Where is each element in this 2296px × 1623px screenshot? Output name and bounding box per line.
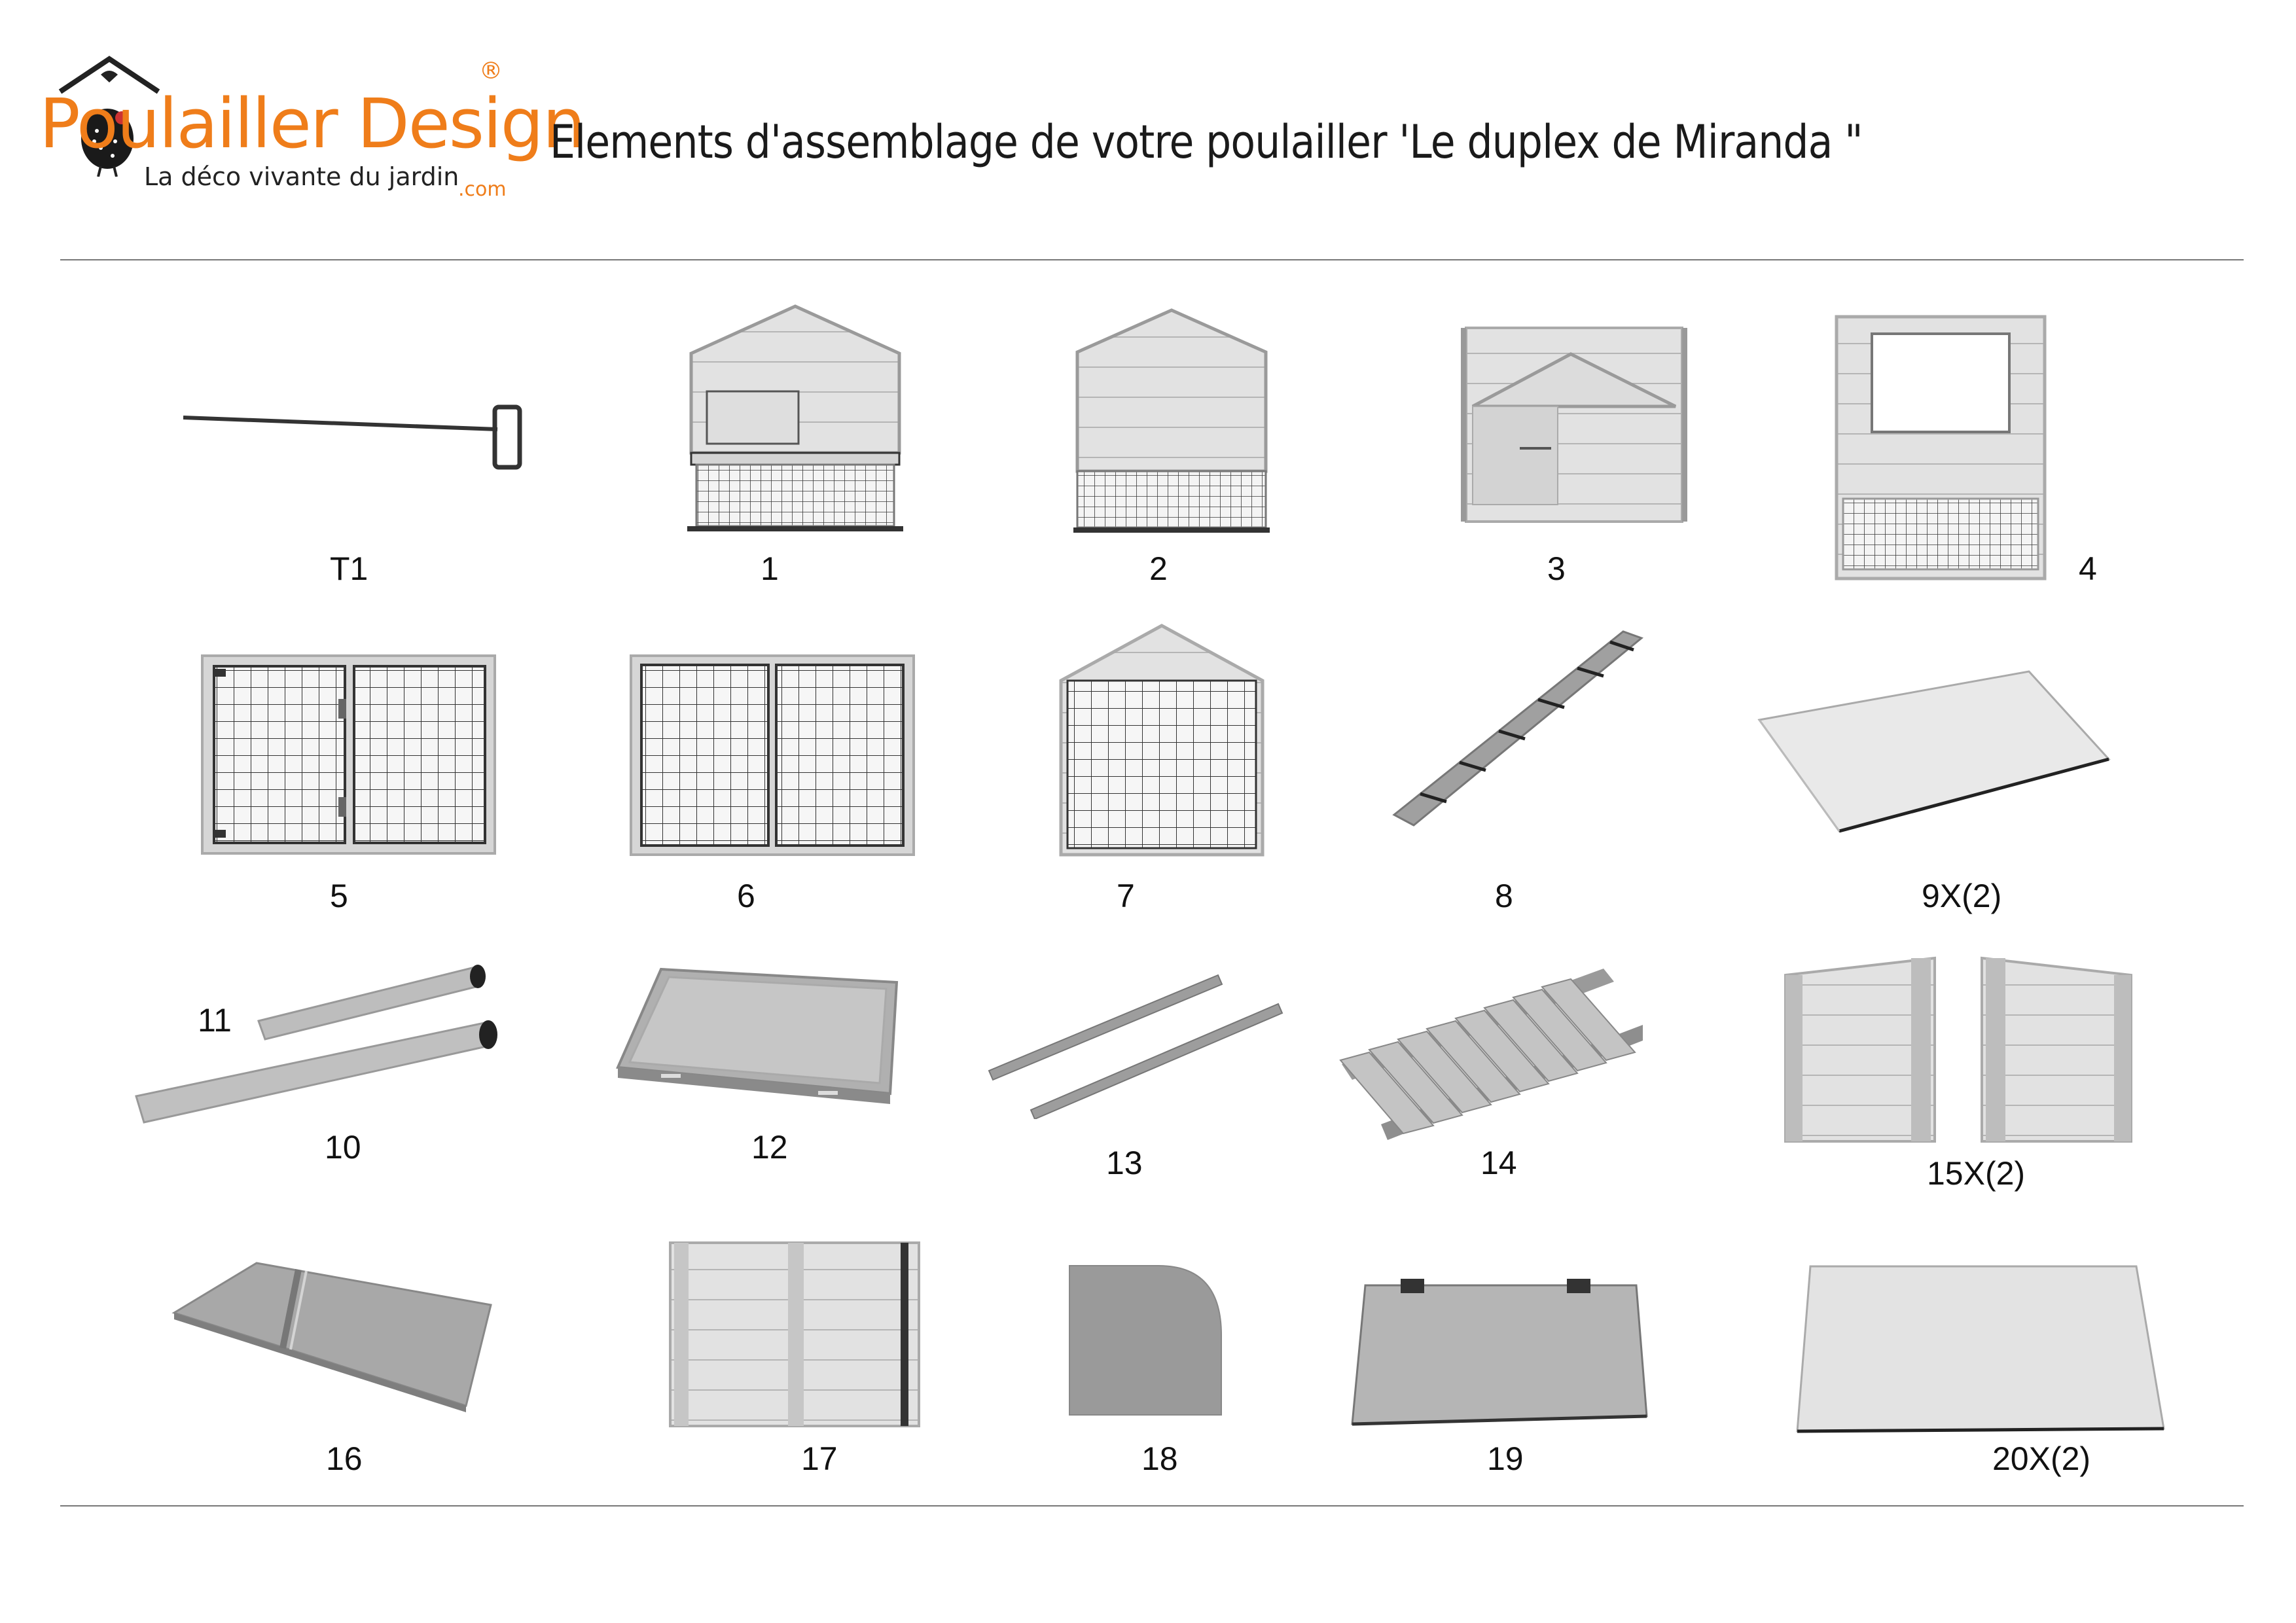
- brand-logo: [39, 52, 584, 203]
- part-label-5: 5: [330, 878, 348, 914]
- part-8-ramp: [1388, 625, 1649, 834]
- registered-mark: ®: [479, 58, 503, 84]
- part-label-t1: T1: [330, 550, 368, 587]
- part-label-3: 3: [1547, 550, 1566, 587]
- part-5-mesh-door-panel: [200, 653, 497, 856]
- part-1-front-panel: [687, 302, 903, 535]
- part-18-corner-board: [1067, 1263, 1224, 1420]
- part-4-window-panel: [1833, 314, 2049, 582]
- brand-name: Poulailler Design: [39, 84, 584, 164]
- part-10-long-rail: [131, 1018, 511, 1135]
- part-label-9: 9X(2): [1922, 878, 2002, 914]
- part-16-floor-board: [168, 1257, 495, 1414]
- footer-divider: [60, 1505, 2244, 1507]
- part-19-hinged-lid: [1348, 1276, 1656, 1433]
- part-label-10: 10: [325, 1129, 361, 1166]
- part-label-4: 4: [2079, 550, 2097, 587]
- part-label-11: 11: [198, 1002, 232, 1039]
- part-6-mesh-panel: [628, 653, 916, 857]
- part-9-roof-sheet: [1754, 668, 2121, 838]
- part-label-16: 16: [326, 1440, 363, 1477]
- part-label-7: 7: [1117, 878, 1135, 914]
- part-3-side-door-panel: [1460, 324, 1689, 527]
- part-label-20: 20X(2): [1992, 1440, 2091, 1477]
- part-label-14: 14: [1480, 1145, 1517, 1181]
- part-12-tray: [615, 965, 903, 1116]
- part-13-bars: [985, 969, 1286, 1119]
- part-17-door-panel: [668, 1240, 923, 1430]
- part-label-18: 18: [1141, 1440, 1178, 1477]
- page-title: Elements d'assemblage de votre poulailler 'Le duplex de Miranda ": [550, 115, 1863, 169]
- header-divider: [60, 259, 2244, 260]
- part-label-8: 8: [1495, 878, 1513, 914]
- part-label-17: 17: [801, 1440, 838, 1477]
- brand-tagline: La déco vivante du jardin: [144, 162, 459, 191]
- part-t1-rod: [183, 399, 537, 478]
- part-7-mesh-gable-panel: [1057, 623, 1266, 859]
- part-2-back-panel: [1073, 308, 1270, 537]
- part-label-1: 1: [761, 550, 779, 587]
- part-15-gable-walls: [1780, 955, 2134, 1145]
- part-14-floor-slats: [1335, 962, 1649, 1152]
- part-label-2: 2: [1149, 550, 1168, 587]
- part-label-6: 6: [737, 878, 755, 914]
- part-label-19: 19: [1487, 1440, 1524, 1477]
- part-label-15: 15X(2): [1927, 1155, 2026, 1192]
- part-label-12: 12: [751, 1129, 788, 1166]
- part-20-panel: [1793, 1260, 2173, 1436]
- part-label-13: 13: [1106, 1145, 1143, 1181]
- brand-domain: .com: [458, 178, 507, 201]
